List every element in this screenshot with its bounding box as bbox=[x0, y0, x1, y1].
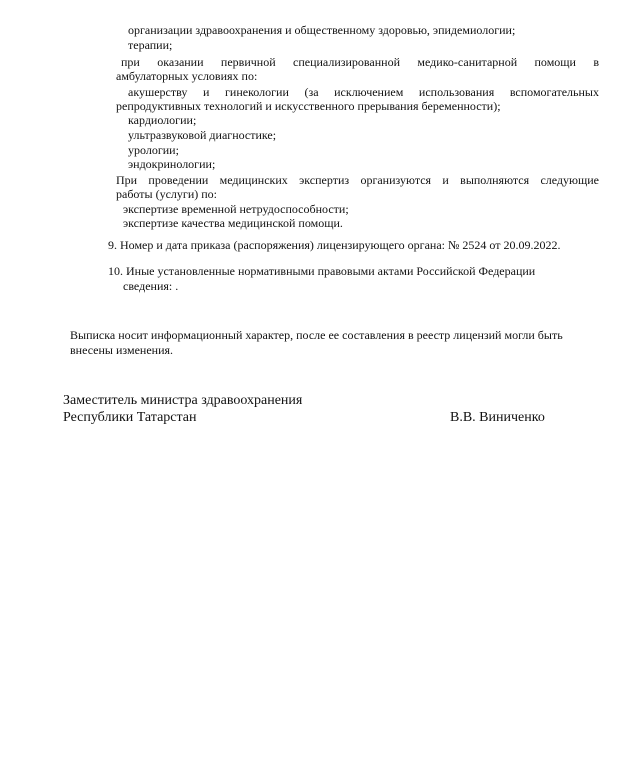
outpatient-heading-line1: при оказании первичной специализированной медико-санитарной помощи в bbox=[121, 55, 599, 69]
item-10-line1: 10. Иные установленные нормативными правовыми актами Российской Федерации bbox=[108, 264, 536, 278]
notice-line2: внесены изменения. bbox=[70, 343, 174, 357]
service-line-quality: экспертизе качества медицинской помощи. bbox=[123, 216, 343, 230]
outpatient-heading-line2: амбулаторных условиях по: bbox=[116, 69, 258, 83]
expertise-heading-line1: При проведении медицинских экспертиз организуются и выполняются следующие bbox=[116, 173, 599, 187]
service-line-public-health: организации здравоохранения и общественному здоровью, эпидемиологии; bbox=[128, 23, 516, 37]
item-10-line2: сведения: . bbox=[123, 279, 179, 293]
expertise-heading-line2: работы (услуги) по: bbox=[116, 187, 217, 201]
signatory-name: В.В. Виниченко bbox=[450, 410, 545, 425]
service-line-therapy: терапии; bbox=[128, 38, 173, 52]
service-line-obgyn-1: акушерству и гинекологии (за исключением использования вспомогательных bbox=[128, 85, 599, 99]
service-line-urology: урологии; bbox=[128, 143, 179, 157]
service-line-ultrasound: ультразвуковой диагностике; bbox=[128, 128, 277, 142]
service-line-temp-disability: экспертизе временной нетрудоспособности; bbox=[123, 202, 349, 216]
service-line-endocrinology: эндокринологии; bbox=[128, 157, 216, 171]
notice-line1: Выписка носит информационный характер, после ее составления в реестр лицензий могли быть bbox=[70, 328, 563, 342]
service-line-cardiology: кардиологии; bbox=[128, 113, 197, 127]
service-line-obgyn-2: репродуктивных технологий и искусственного прерывания беременности); bbox=[116, 99, 501, 113]
signatory-title-line1: Заместитель министра здравоохранения bbox=[63, 393, 303, 408]
item-9-order: 9. Номер и дата приказа (распоряжения) лицензирующего органа: № 2524 от 20.09.2022. bbox=[108, 238, 561, 252]
signatory-title-line2: Республики Татарстан bbox=[63, 410, 197, 425]
